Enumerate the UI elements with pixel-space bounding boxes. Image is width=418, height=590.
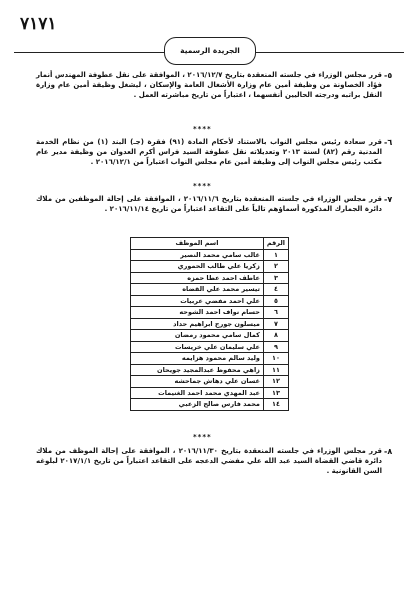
item-number: -٦ [384, 138, 393, 147]
table-row [131, 261, 289, 273]
employee-name: تيسير محمد علي القضاه [131, 284, 264, 296]
retirees-table [130, 237, 289, 411]
table-row [131, 341, 289, 353]
table-row [131, 295, 289, 307]
row-number: ١٤ [263, 399, 288, 411]
page-number: ٧١٧١ [20, 14, 57, 34]
row-number: ١ [263, 249, 288, 261]
row-number: ٨ [263, 330, 288, 342]
row-number: ١٣ [263, 387, 288, 399]
employee-name: عبد المهدي محمد احمد الغنيمات [131, 387, 264, 399]
row-number: ١٢ [263, 376, 288, 388]
employee-name: حسام نواف احمد الشوحه [131, 307, 264, 319]
header-label: الجريدة الرسمية [164, 37, 256, 65]
row-number: ٧ [263, 318, 288, 330]
row-number: ٥ [263, 295, 288, 307]
employee-name: زاهي محفوظ عبدالمجيد جويحان [131, 364, 264, 376]
employee-name: كمال سامي محمود رمضان [131, 330, 264, 342]
item-number: -٨ [384, 447, 393, 456]
row-number: ١١ [263, 364, 288, 376]
item-text: قرر سعادة رئيس مجلس النواب بالاستناد لأحكام المادة (٩١) فقرة (جـ) البند (١) من نظام الخدمة المدنية رقم (٨٢) لسنة ٢٠١٣ وتعديلاته نقل عطوفة السيد فراس أكرم العدوان من وظيفة مدير عام مكتب رئيس مجلس النواب إلى وظيفة أمين عام مجلس النواب اعتباراً من ٢٠١٦/١٢/١ . [36, 138, 383, 166]
row-number: ٦ [263, 307, 288, 319]
row-number: ٤ [263, 284, 288, 296]
table-row [131, 364, 289, 376]
column-header-number: الرقم [263, 238, 288, 250]
employee-name: وليد سالم محمود هزايمه [131, 353, 264, 365]
item-text: قرر مجلس الوزراء في جلسته المنعقدة بتاريخ ٢٠١٦/١١/٣٠ ، الموافقة على إحالة الموظف من ملاك دائرة قاضي القضاة السيد عبد الله علي مفضي الدعجه على التقاعد اعتباراً من تاريخ ٢٠١٧/١/١ لبلوغه السن القانونية . [36, 447, 383, 475]
table-row [131, 249, 289, 261]
separator: **** [193, 182, 212, 190]
column-header-name: اسم الموظف [131, 238, 264, 250]
table-row [131, 376, 289, 388]
employee-name: غسان علي دهاش جماحشه [131, 376, 264, 388]
row-number: ١٠ [263, 353, 288, 365]
employee-name: محمد فارس صالح الزعبي [131, 399, 264, 411]
row-number: ٢ [263, 261, 288, 273]
table-row [131, 272, 289, 284]
employee-name: علي احمد مفضي عربيات [131, 295, 264, 307]
table-row [131, 353, 289, 365]
employee-name: ميسلون جورج ابراهيم حداد [131, 318, 264, 330]
separator: **** [193, 125, 212, 133]
table-row [131, 399, 289, 411]
table-row [131, 330, 289, 342]
row-number: ٣ [263, 272, 288, 284]
row-number: ٩ [263, 341, 288, 353]
item-text: قرر مجلس الوزراء في جلسته المنعقدة بتاريخ ٢٠١٦/١١/٦ ، الموافقة على إحالة الموظفين من ملاك دائرة الجمارك المذكورة أسماؤهم تالياً على التقاعد اعتباراً من تاريخ ٢٠١٦/١١/١٤ . [36, 195, 383, 213]
employee-name: غالب سامي محمد النصير [131, 249, 264, 261]
item-text: قرر مجلس الوزراء في جلسته المنعقدة بتاريخ ٢٠١٦/١٢/٧ ، الموافقة على نقل عطوفة المهندس أنمار فؤاد الخصاونة من وظيفة أمين عام وزارة الأشغال العامة والإسكان ، ليشغل وظيفة أمين عام وزارة النقل براتبه ودرجته الحاليين أنفسهما ، اعتباراً من تاريخ مباشرته العمل . [36, 71, 383, 99]
table-row [131, 318, 289, 330]
employee-name: عاطف احمد عطا حمزه [131, 272, 264, 284]
table-row [131, 284, 289, 296]
table-row [131, 307, 289, 319]
item-number: -٥ [384, 71, 393, 80]
table-row [131, 387, 289, 399]
separator: **** [193, 433, 212, 441]
table-header-row [131, 238, 289, 250]
employee-name: علي سليمان علي خريسات [131, 341, 264, 353]
item-number: -٧ [384, 195, 393, 204]
employee-name: زكريا علي طالب الحموري [131, 261, 264, 273]
